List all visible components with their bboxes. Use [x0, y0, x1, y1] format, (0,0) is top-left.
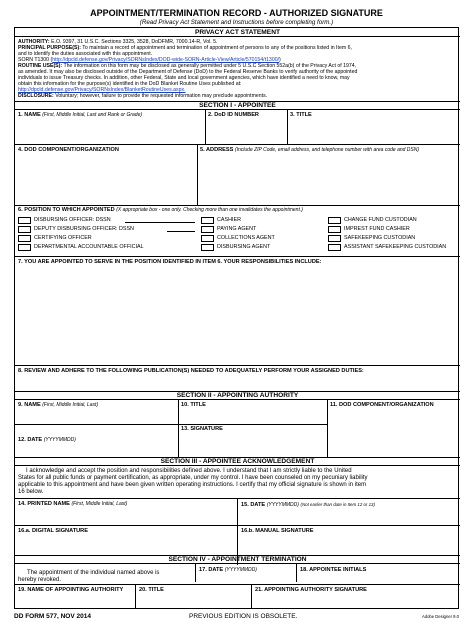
position-checkbox[interactable] — [18, 226, 31, 233]
position-option-label: CERTIFYING OFFICER — [34, 235, 92, 241]
disclosure-text: Voluntary; however, failure to provide the requested information may preclude appointments. — [55, 93, 268, 99]
termination-date-field[interactable] — [197, 574, 294, 583]
purpose-label: PRINCIPAL PURPOSE(S): — [18, 45, 81, 51]
position-checkbox[interactable] — [201, 217, 214, 224]
divider — [195, 564, 196, 582]
position-option-label: ASSISTANT SAFEKEEPING CUSTODIAN — [344, 244, 447, 250]
field-13-label: 13. SIGNATURE — [181, 426, 223, 432]
routine-text-3: individuals to issue Treasury checks. In addition, other Federal, State and local government agencies, which have identified a need to know, may — [18, 75, 350, 81]
position-option-label: DEPARTMENTAL ACCOUNTABLE OFFICIAL — [34, 244, 144, 250]
sorn-prefix: SORN T1300 ( — [18, 57, 53, 63]
divider — [15, 365, 460, 366]
routine-text-4: obtain this information for the purpose(s) identified in the DoD Blanket Routine Uses published at: — [18, 81, 242, 87]
position-checkbox[interactable] — [18, 235, 31, 242]
edition-notice: PREVIOUS EDITION IS OBSOLETE. — [189, 613, 298, 620]
software-note: Adobe Designer 9.0 — [421, 614, 459, 619]
form-subtitle: (Read Privacy Act Statement and Instructions before completing form.) — [139, 19, 334, 26]
authority-label: AUTHORITY: — [18, 39, 50, 45]
divider — [178, 400, 179, 457]
position-checkbox[interactable] — [18, 244, 31, 251]
divider — [296, 564, 297, 582]
field-10-label: 10. TITLE — [181, 402, 206, 408]
divider — [15, 584, 460, 585]
position-checkbox[interactable] — [18, 217, 31, 224]
field-17-label: 17. DATE (YYYYMMDD) — [199, 567, 257, 573]
field-18-label: 18. APPOINTEE INITIALS — [300, 567, 367, 573]
position-checkbox[interactable] — [328, 235, 341, 242]
revocation-line-2: hereby revoked. — [18, 577, 62, 583]
field-2-label: 2. DoD ID NUMBER — [208, 112, 259, 118]
field-6-label: 6. POSITION TO WHICH APPOINTED (X appropriate box - one only. Checking more than one invalidates the appointment.) — [18, 207, 303, 213]
field-8-label: 8. REVIEW AND ADHERE TO THE FOLLOWING PUBLICATION(S) NEEDED TO ADEQUATELY PERFORM YOUR ASSIGNED DUTIES: — [18, 368, 364, 374]
divider — [287, 110, 288, 144]
authority-name-field[interactable] — [16, 410, 176, 423]
acknowledgement-line-1: I acknowledge and accept the position and responsibilities defined above. I understand that I am strictly liable to the United — [26, 468, 352, 474]
position-option-label: CHANGE FUND CUSTODIAN — [344, 217, 417, 223]
field-19-label: 19. NAME OF APPOINTING AUTHORITY — [18, 587, 124, 593]
field-4-label: 4. DOD COMPONENT/ORGANIZATION — [18, 147, 119, 153]
field-16b-label: 16.b. MANUAL SIGNATURE — [241, 528, 314, 534]
publications-field[interactable] — [16, 376, 457, 390]
form-frame — [14, 27, 459, 609]
routine-label: ROUTINE USE(S): — [18, 63, 63, 69]
position-checkbox[interactable] — [328, 226, 341, 233]
manual-signature-field[interactable] — [239, 536, 457, 554]
divider — [15, 256, 460, 257]
position-option-label: COLLECTIONS AGENT — [217, 235, 275, 241]
section-1-heading: SECTION I - APPOINTEE — [15, 101, 460, 110]
section-2-heading: SECTION II - APPOINTING AUTHORITY — [15, 391, 460, 400]
position-option-label: DISBURSING OFFICER: DSSN — [34, 217, 111, 223]
position-option-label: PAYING AGENT — [217, 226, 257, 232]
appointment-termination-form — [14, 8, 459, 620]
position-option-label: DISBURSING AGENT — [217, 244, 271, 250]
section-4-heading: SECTION IV - APPOINTMENT TERMINATION — [15, 555, 460, 564]
position-option-label: IMPREST FUND CASHIER — [344, 226, 410, 232]
field-12-label: 12. DATE (YYYYMMDD) — [18, 437, 76, 443]
terminating-authority-signature-field[interactable] — [253, 595, 457, 608]
authority-signature-field[interactable] — [180, 434, 325, 456]
form-number: DD FORM 577, NOV 2014 — [14, 613, 91, 620]
field-7-label: 7. YOU ARE APPOINTED TO SERVE IN THE POSITION IDENTIFIED IN ITEM 6. YOUR RESPONSIBILITIES INCLUDE: — [18, 259, 322, 265]
routine-link[interactable]: http://dpcld.defense.gov/Privacy/SORNsIndex/BlanketRoutineUses.aspx. — [18, 87, 186, 93]
divider — [15, 144, 460, 145]
divider — [251, 584, 252, 609]
field-20-label: 20. TITLE — [139, 587, 164, 593]
sorn-link[interactable]: http://dpcld.defense.gov/Privacy/SORNsIndex/DOD-wide-SORN-Article-View/Article/570154/t1300/ — [52, 57, 280, 63]
dod-id-number-field[interactable] — [207, 120, 285, 142]
terminating-authority-name-field[interactable] — [16, 595, 133, 608]
appointee-title-field[interactable] — [289, 120, 457, 142]
position-option-label: CASHIER — [217, 217, 241, 223]
acknowledgement-line-4: 16 below. — [18, 489, 44, 495]
field-11-label: 11. DOD COMPONENT/ORGANIZATION — [330, 402, 434, 408]
divider — [197, 144, 198, 205]
disclosure-label: DISCLOSURE: — [18, 93, 54, 99]
position-option-label: SAFEKEEPING CUSTODIAN — [344, 235, 416, 241]
purpose-text-2: and to identify the duties associated with this appointment. — [18, 51, 153, 57]
position-checkbox[interactable] — [201, 244, 214, 251]
field-1-label: 1. NAME (First, Middle Initial, Last and Rank or Grade) — [18, 112, 143, 118]
section-3-heading: SECTION III - APPOINTEE ACKNOWLEDGEMENT — [15, 457, 460, 466]
authority-text: E.O. 9397, 31 U.S.C. Sections 3325, 3528, DoDFMR, 7000.14-R, Vol. 5. — [51, 39, 218, 45]
field-15-label: 15. DATE (YYYYMMDD) (Not earlier than date in Item 12 or 13) — [241, 502, 375, 508]
terminating-authority-title-field[interactable] — [137, 595, 249, 608]
acknowledgement-line-3: applicable to this appointment and have been given written operating instructions. I certify that my official signature is shown in item — [18, 482, 367, 488]
divider — [205, 110, 206, 144]
routine-text-1: The information on this form may be disclosed as generally permitted under 5 U.S.C Section 552a(b) of the Privacy Act of 1974, — [63, 63, 357, 69]
appointment-date-field[interactable] — [16, 445, 176, 456]
divider — [135, 584, 136, 609]
field-21-label: 21. APPOINTING AUTHORITY SIGNATURE — [255, 587, 367, 593]
acknowledgement-line-2: States for all public funds or payment certification, as appropriate, under my control. I have been counseled on my pecuniary liability — [18, 475, 368, 481]
position-option-label: DEPUTY DISBURSING OFFICER: DSSN — [34, 226, 134, 232]
divider — [15, 525, 460, 526]
routine-text-2: as amended. It may also be disclosed outside of the Department of Defense (DoD) to the Federal Reserve Banks to verify authority of the appointed — [18, 69, 358, 75]
sorn-suffix: ) — [279, 57, 281, 63]
authority-title-field[interactable] — [180, 410, 325, 424]
position-checkbox[interactable] — [201, 235, 214, 242]
field-16a-label: 16.a. DIGITAL SIGNATURE — [18, 528, 88, 534]
acknowledgement-date-field[interactable] — [239, 509, 457, 524]
address-field[interactable] — [199, 155, 457, 203]
form-title: APPOINTMENT/TERMINATION RECORD - AUTHORIZED SIGNATURE — [90, 8, 383, 18]
privacy-act-heading: PRIVACY ACT STATEMENT — [15, 28, 460, 37]
field-9-label: 9. NAME (First, Middle Initial, Last) — [18, 402, 99, 408]
field-3-label: 3. TITLE — [290, 112, 312, 118]
divider — [327, 400, 328, 457]
digital-signature-field[interactable] — [16, 536, 236, 554]
position-checkbox[interactable] — [328, 217, 341, 224]
dssn-field[interactable] — [125, 222, 195, 223]
divider — [15, 424, 327, 425]
divider — [15, 205, 460, 206]
appointee-initials-field[interactable] — [298, 574, 457, 583]
position-checkbox[interactable] — [328, 244, 341, 251]
disclosure-line — [18, 94, 267, 100]
dod-component-field[interactable] — [16, 155, 195, 203]
revocation-line-1: The appointment of the individual named above is — [27, 570, 160, 576]
authority-organization-field[interactable] — [329, 410, 457, 455]
field-14-label: 14. PRINTED NAME (First, Middle Initial, Last) — [18, 501, 128, 507]
purpose-text-1: To maintain a record of appointment and termination of appointment of persons to any of the positions listed in Item 6, — [82, 45, 352, 51]
responsibilities-field[interactable] — [16, 267, 457, 363]
dssn-field[interactable] — [167, 231, 195, 232]
printed-name-field[interactable] — [16, 509, 236, 524]
field-5-label: 5. ADDRESS (Include ZIP Code, email address, and telephone number with area code and DSN) — [200, 147, 420, 153]
appointee-name-field[interactable] — [16, 120, 203, 142]
position-checkbox[interactable] — [201, 226, 214, 233]
